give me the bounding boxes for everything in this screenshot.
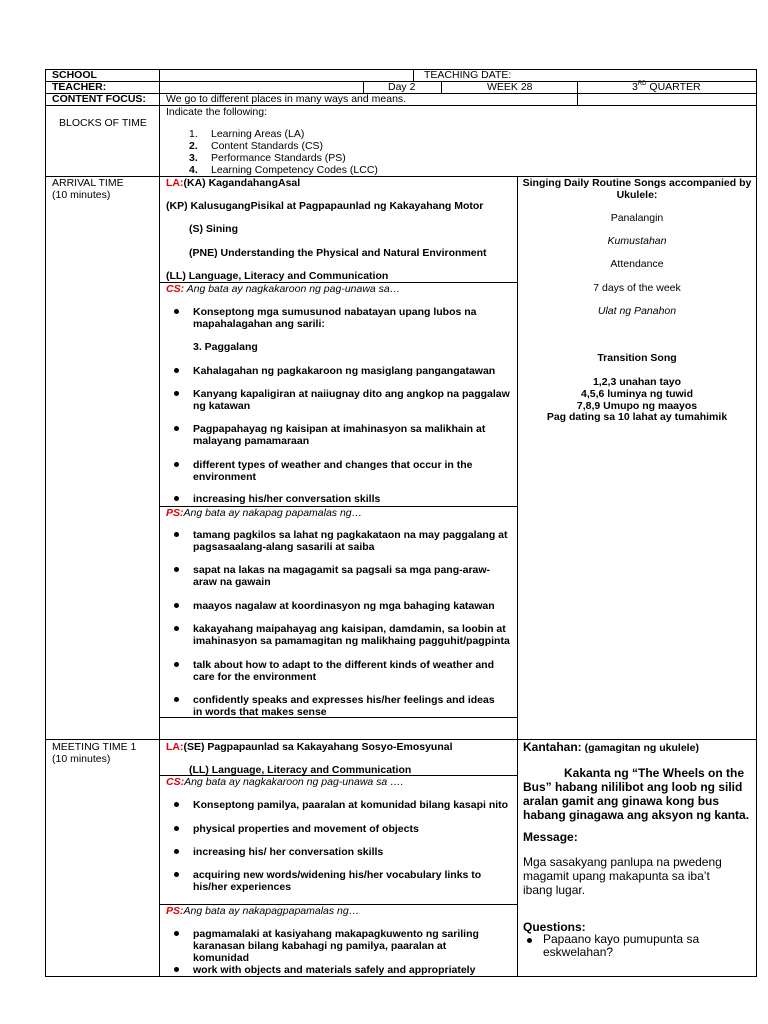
list-item: pagmamalaki at kasiyahang makapagkuwento ng sariling karanasan bilang kabahagi ng pamilya, paaralan at komunidad (193, 928, 479, 964)
routine-item: Ulat ng Panahon (597, 305, 677, 317)
bullet-icon (174, 567, 179, 572)
list-item: tamang pagkilos sa lahat ng pagkakataon na may paggalang at pagsasaalang-alang sasarili at saiba (193, 529, 508, 553)
bullet-icon (527, 938, 532, 943)
transition-line: Pag dating sa 10 lahat ay tumahimik (546, 411, 728, 423)
song-instruction: Kakanta ng “The Wheels on the Bus” habang nililibot ang loob ng silid aralan gamit ang ginawa kong bus habang ginagawa ang aksyon ng kanta. (523, 766, 750, 822)
day-value: Day 2 (388, 81, 416, 93)
list-item: Pagpapahayag ng kaisipan at imahinasyon sa malikhain at malayang pamamaraan (193, 423, 486, 447)
list-item: Konseptong pamilya, paaralan at komunidad bilang kasapi nito (193, 799, 509, 811)
arrival-la-pne: (PNE) Understanding the Physical and Natural Environment (189, 247, 487, 259)
bullet-icon (174, 849, 179, 854)
arrival-la-ll: (LL) Language, Literacy and Communication (166, 270, 389, 282)
list-item: increasing his/ her conversation skills (193, 846, 384, 858)
bullet-icon (174, 391, 179, 396)
arrival-la-kp: (KP) KalusugangPisikal at Pagpapaunlad ng Kakayahang Motor (166, 200, 484, 212)
arrival-cs-intro: CS: Ang bata ay nagkakaroon ng pag-unawa sa… (166, 283, 401, 295)
bullet-icon (174, 662, 179, 667)
kantahan-heading: Kantahan: (gamagitan ng ukulele) (523, 740, 699, 754)
content-focus-label: CONTENT FOCUS: (52, 93, 146, 105)
list-item: Kahalagahan ng pagkakaroon ng masiglang pangangatawan (193, 365, 496, 377)
teacher-label: TEACHER: (52, 81, 107, 93)
bullet-icon (174, 967, 179, 972)
arrival-duration: (10 minutes) (52, 189, 111, 201)
list-item: sapat na lakas na magagamit sa pagsali sa mga pang-araw-araw na gawain (193, 564, 491, 588)
bullet-icon (174, 532, 179, 537)
bullet-icon (174, 603, 179, 608)
list-item: acquiring new words/widening his/her vocabulary links to his/her experiences (193, 869, 482, 893)
list-item: maayos nagalaw at koordinasyon ng mga bahaging katawan (193, 600, 495, 612)
message-label: Message: (523, 830, 578, 844)
message-text: Mga sasakyang panlupa na pwedeng magamit upang makapunta sa iba’t ibang lugar. (523, 855, 722, 897)
blocks-of-time-label: BLOCKS OF TIME (59, 117, 147, 129)
school-label: SCHOOL (52, 69, 97, 81)
bullet-icon (174, 426, 179, 431)
questions-label: Questions: (523, 920, 586, 934)
list-item: Konseptong mga sumusunod nabatayan upang lubos na mapahalagahan ang sarili: (193, 306, 477, 330)
list-item: confidently speaks and expresses his/her feelings and ideas in words that makes sense (193, 694, 495, 718)
bullet-icon (174, 496, 179, 501)
bullet-icon (174, 697, 179, 702)
routine-songs-title: Singing Daily Routine Songs accompanied by Ukulele: (522, 177, 752, 201)
routine-item: Panalangin (610, 212, 664, 224)
routine-item: Attendance (610, 258, 664, 270)
transition-line: 1,2,3 unahan tayo (592, 376, 682, 388)
bullet-icon (174, 368, 179, 373)
routine-item: Kumustahan (607, 235, 667, 247)
list-item: 3. Paggalang (193, 341, 258, 353)
arrival-ps-intro: PS:Ang bata ay nakapag papamalas ng… (166, 507, 363, 519)
transition-line: 4,5,6 luminya ng tuwid (580, 388, 694, 400)
transition-line: 7,8,9 Umupo ng maayos (576, 400, 698, 412)
bullet-icon (174, 462, 179, 467)
list-item: Kanyang kapaligiran at naiiugnay dito ang angkop na paggalaw ng katawan (193, 388, 510, 412)
arrival-la-s: (S) Sining (189, 223, 238, 235)
list-item: work with objects and materials safely and appropriately (193, 964, 476, 976)
list-item: kakayahang maipahayag ang kaisipan, damdamin, sa loobin at imahinasyon sa pamamagitan ng malikhaing pagguhit/pagpinta (193, 623, 510, 647)
bullet-icon (174, 626, 179, 631)
bullet-icon (174, 931, 179, 936)
bullet-icon (174, 826, 179, 831)
quarter-value: 3RD QUARTER (632, 81, 701, 93)
list-item: physical properties and movement of objects (193, 823, 419, 835)
question-item: Papaano kayo pumupunta sa eskwelahan? (543, 932, 700, 959)
meeting-duration: (10 minutes) (52, 753, 111, 765)
bullet-icon (174, 309, 179, 314)
meeting-la-line: LA:(SE) Pagpapaunlad sa Kakayahang Sosyo-Emosyunal (166, 741, 453, 753)
content-focus-value: We go to different places in many ways and means. (166, 93, 407, 105)
bullet-icon (174, 802, 179, 807)
arrival-time-label: ARRIVAL TIME (52, 177, 124, 189)
week-value: WEEK 28 (487, 81, 533, 93)
teaching-date-label: TEACHING DATE: (424, 69, 512, 81)
meeting-time-label: MEETING TIME 1 (52, 741, 137, 753)
list-item: increasing his/her conversation skills (193, 493, 381, 505)
meeting-la-ll: (LL) Language, Literacy and Communication (189, 764, 412, 776)
meeting-cs-intro: CS:Ang bata ay nagkakaroon ng pag-unawa sa …. (166, 776, 404, 788)
list-item: talk about how to adapt to the different kinds of weather and care for the environment (193, 659, 495, 683)
list-item: different types of weather and changes that occur in the environment (193, 459, 473, 483)
arrival-la-line: LA:(KA) KagandahangAsal (166, 177, 301, 189)
transition-song-title: Transition Song (597, 352, 677, 364)
meeting-ps-intro: PS:Ang bata ay nakapagpapamalas ng… (166, 905, 360, 917)
routine-item: 7 days of the week (593, 282, 681, 294)
bullet-icon (174, 872, 179, 877)
indicate-label: Indicate the following: (166, 106, 267, 118)
